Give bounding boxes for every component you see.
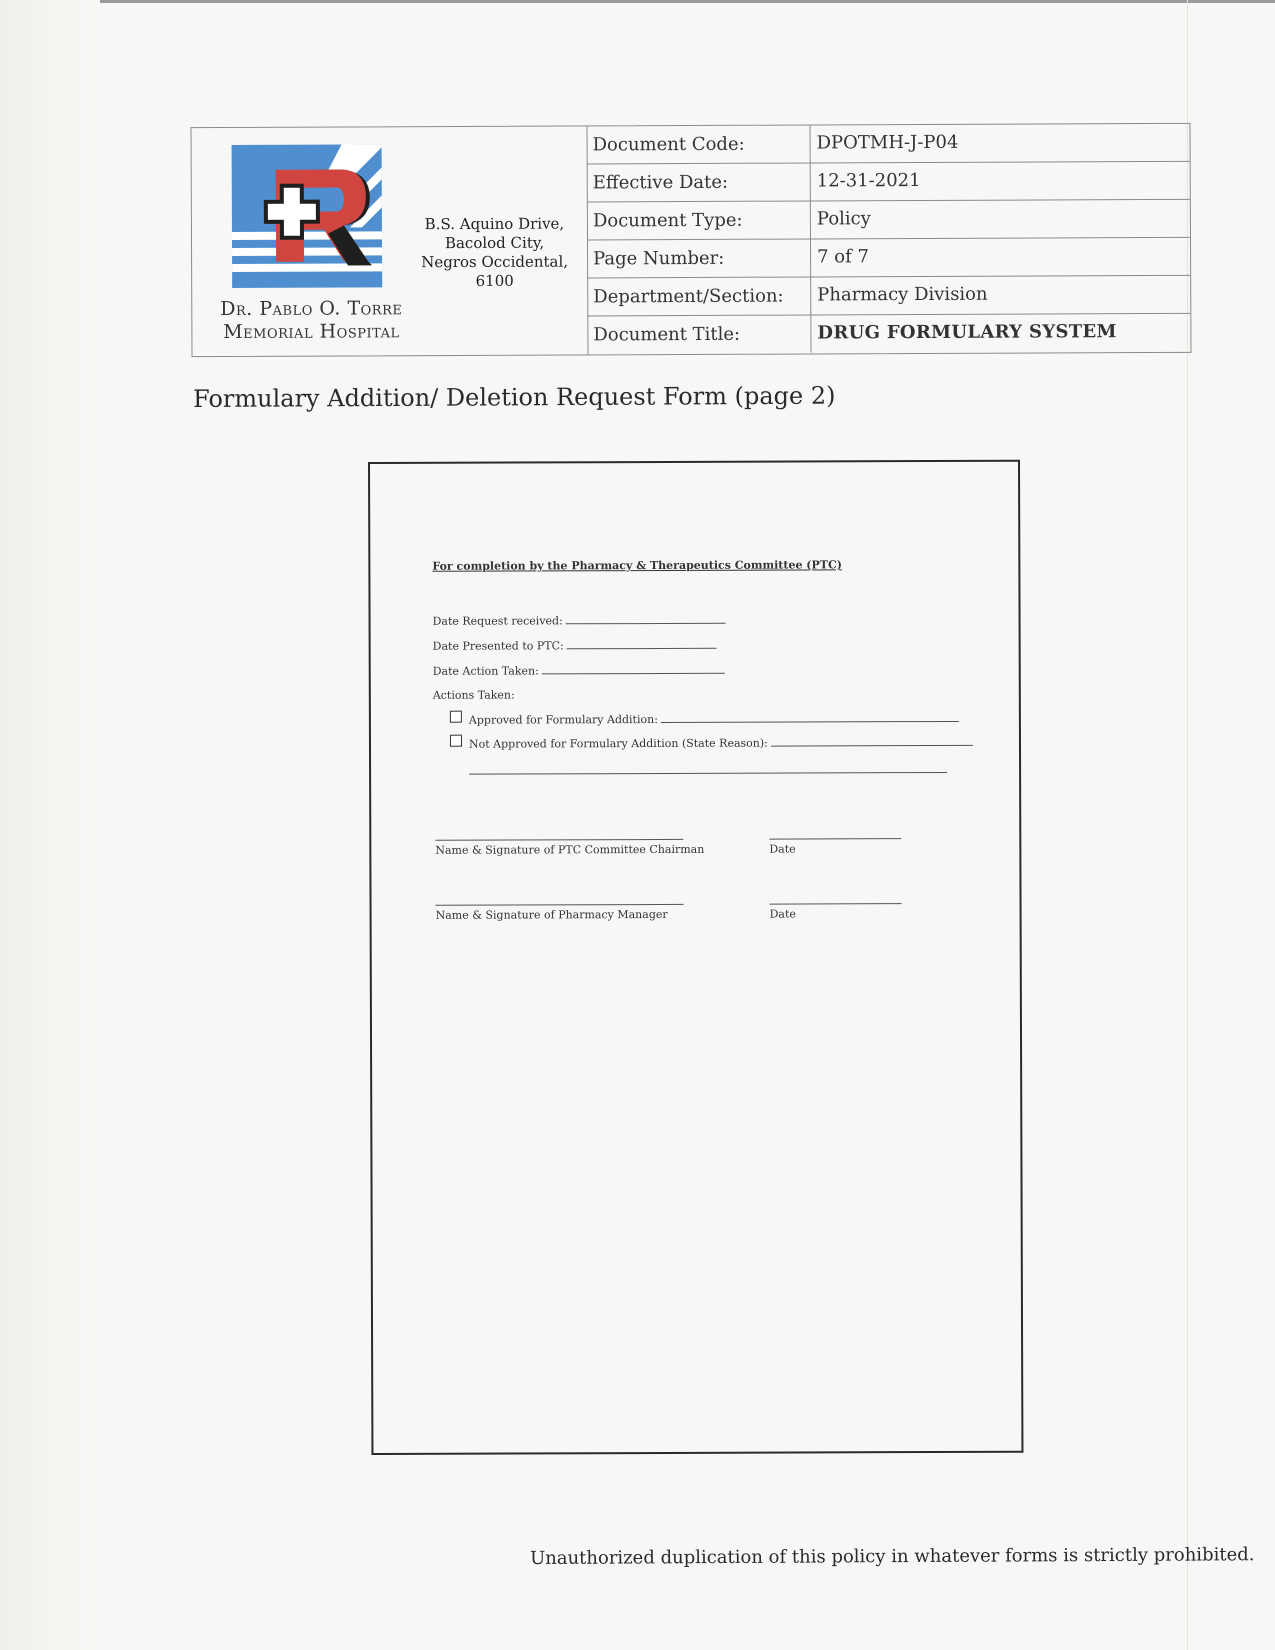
date-action-field <box>433 663 725 678</box>
scan-top-edge <box>0 0 1275 3</box>
meta-label: Document Type: <box>587 201 811 239</box>
document-meta-table <box>587 124 1191 355</box>
manager-signature-label: Name & Signature of Pharmacy Manager <box>435 907 668 922</box>
chairman-signature-line <box>435 839 683 841</box>
fill-line <box>566 613 726 625</box>
fill-line <box>661 711 959 723</box>
manager-signature-line <box>436 904 684 906</box>
meta-row-document-title <box>587 314 1190 355</box>
scan-shadow <box>0 0 100 1650</box>
field-label: Date Action Taken: <box>432 664 539 678</box>
address-line: B.S. Aquino Drive, <box>424 214 565 234</box>
fill-line <box>771 735 973 747</box>
meta-value: Policy <box>816 208 871 230</box>
meta-label: Page Number: <box>587 239 811 277</box>
not-approved-option <box>469 735 973 751</box>
meta-value: Pharmacy Division <box>817 283 988 306</box>
option-label: Approved for Formulary Addition: <box>468 712 658 727</box>
manager-date-label: Date <box>769 907 796 921</box>
meta-row-page-number <box>587 238 1190 279</box>
hospital-address <box>412 214 577 290</box>
date-received-field <box>433 613 726 628</box>
reason-line <box>469 772 947 775</box>
hospital-name-line1: Dr. Pablo O. Torre <box>220 297 403 321</box>
approved-option <box>469 711 959 727</box>
not-approved-checkbox <box>450 735 462 747</box>
chairman-signature-label: Name & Signature of PTC Committee Chairman <box>435 842 705 857</box>
manager-date-line <box>770 903 902 904</box>
approved-checkbox <box>450 711 462 723</box>
hospital-cross-r-logo-icon <box>232 139 393 295</box>
hospital-branding <box>192 126 589 356</box>
field-label: Date Request received: <box>432 614 563 628</box>
address-line: Negros Occidental, <box>421 252 569 272</box>
meta-value: 7 of 7 <box>817 246 869 268</box>
meta-label: Document Code: <box>587 125 811 163</box>
meta-row-document-code <box>587 124 1190 165</box>
form-heading: For completion by the Pharmacy & Therapeutics Committee (PTC) <box>432 558 842 573</box>
fill-line <box>542 663 725 675</box>
meta-value: DRUG FORMULARY SYSTEM <box>817 321 1117 344</box>
actions-taken-label: Actions Taken: <box>432 688 515 702</box>
address-line: Bacolod City, <box>444 233 545 253</box>
meta-value: 12-31-2021 <box>816 169 921 192</box>
hospital-name-line2: Memorial Hospital <box>223 320 400 344</box>
chairman-date-label: Date <box>769 842 796 856</box>
section-title: Formulary Addition/ Deletion Request Form (page 2) <box>193 381 836 413</box>
fill-line <box>567 638 717 650</box>
hospital-name <box>206 297 416 344</box>
meta-label: Document Title: <box>587 315 811 353</box>
meta-value: DPOTMH-J-P04 <box>816 131 959 154</box>
field-label: Date Presented to PTC: <box>432 639 564 653</box>
meta-label: Department/Section: <box>587 277 811 315</box>
date-presented-field <box>433 638 717 653</box>
option-label: Not Approved for Formulary Addition (State Reason): <box>468 736 768 751</box>
request-form-image <box>368 460 1023 1455</box>
document-header <box>191 123 1192 357</box>
meta-row-effective-date <box>587 162 1190 203</box>
meta-label: Effective Date: <box>587 163 811 201</box>
chairman-date-line <box>769 838 901 839</box>
address-line: 6100 <box>475 271 514 290</box>
footer-disclaimer: Unauthorized duplication of this policy in whatever forms is strictly prohibited. <box>530 1544 1255 1569</box>
meta-row-department <box>587 276 1190 317</box>
meta-row-document-type <box>587 200 1190 241</box>
